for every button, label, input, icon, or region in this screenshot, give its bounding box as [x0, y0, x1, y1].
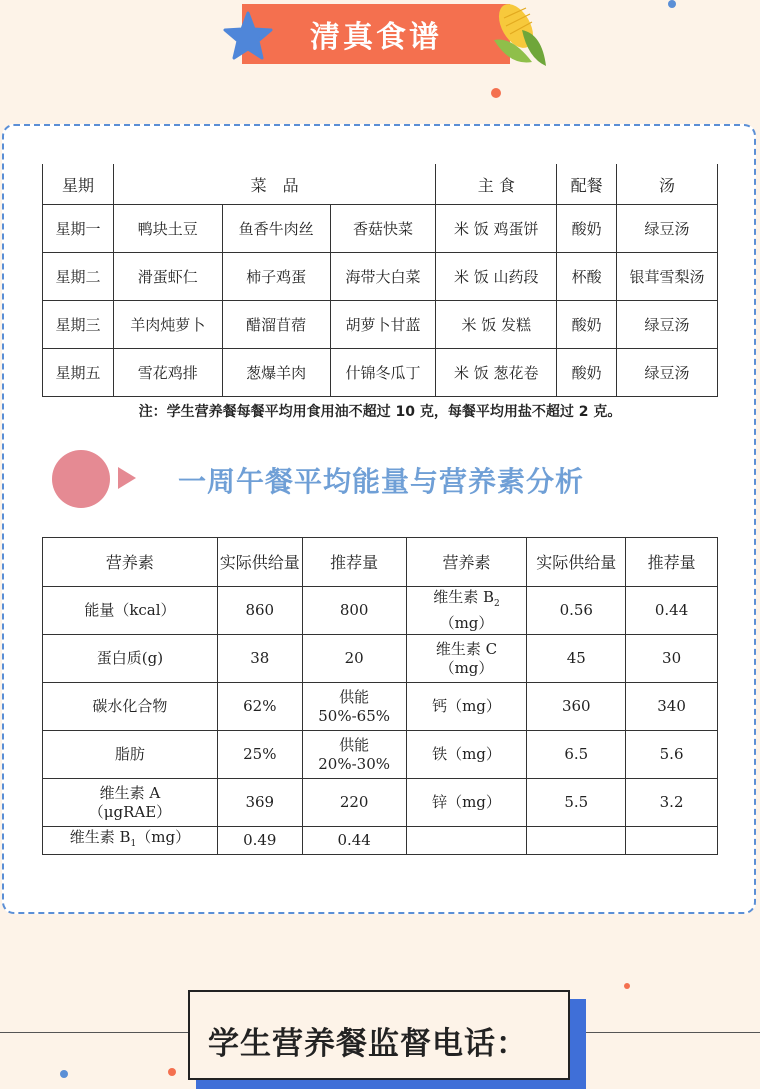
- page-title-banner: [242, 4, 510, 64]
- nutrition-table: [42, 537, 718, 855]
- dish-cell: 滑蛋虾仁: [113, 253, 222, 301]
- soup-cell: 绿豆汤: [617, 349, 718, 397]
- nutrient-cell: 能量（kcal）: [43, 587, 218, 635]
- recommended-cell: 供能 50%-65%: [302, 683, 406, 731]
- actual-cell: 25%: [217, 731, 302, 779]
- menu-header-row: [43, 164, 718, 205]
- actual-cell: 45: [527, 635, 626, 683]
- dish-cell: 鸭块土豆: [113, 205, 222, 253]
- recommended-cell: 供能 20%-30%: [302, 731, 406, 779]
- menu-header-side: 配餐: [557, 164, 617, 205]
- nutrient-cell: 钙（mg）: [406, 683, 527, 731]
- empty-cell: [527, 827, 626, 855]
- page-title: 清真食谱: [310, 20, 442, 55]
- dish-cell: 鱼香牛肉丝: [222, 205, 330, 253]
- decor-dot: [60, 1070, 68, 1078]
- phone-box: [188, 990, 570, 1080]
- nutrient-cell: [406, 635, 527, 683]
- header-recommended: 推荐量: [626, 538, 718, 587]
- nutrient-cell: [43, 827, 218, 855]
- day-cell: 星期三: [43, 301, 114, 349]
- decor-dot: [668, 0, 676, 8]
- soup-cell: 绿豆汤: [617, 205, 718, 253]
- nutrient-cell: 锌（mg）: [406, 779, 527, 827]
- section-circle-decor: [52, 450, 110, 508]
- actual-cell: 62%: [217, 683, 302, 731]
- nutrient-subscript: 2: [494, 599, 500, 609]
- dish-cell: 葱爆羊肉: [222, 349, 330, 397]
- table-row: [43, 301, 718, 349]
- header-actual: 实际供给量: [217, 538, 302, 587]
- actual-cell: 38: [217, 635, 302, 683]
- nutrient-cell: [406, 587, 527, 635]
- table-row: [43, 779, 718, 827]
- table-row: [43, 827, 718, 855]
- menu-header-soup: 汤: [617, 164, 718, 205]
- play-arrow-icon: [118, 467, 136, 489]
- actual-cell: 369: [217, 779, 302, 827]
- recommended-cell: 220: [302, 779, 406, 827]
- nutrient-name: 维生素 C: [435, 639, 498, 658]
- nutrient-cell: 碳水化合物: [43, 683, 218, 731]
- phone-label: 学生营养餐监督电话：: [208, 1026, 528, 1062]
- staple-cell: 米 饭 发糕: [436, 301, 557, 349]
- menu-header-dishes: 菜 品: [113, 164, 435, 205]
- day-cell: 星期一: [43, 205, 114, 253]
- nutrient-name: 维生素 B: [69, 827, 131, 846]
- table-row: [43, 683, 718, 731]
- dish-cell: 醋溜苜蓿: [222, 301, 330, 349]
- nutrient-unit: （mg）: [136, 827, 191, 846]
- dish-cell: 雪花鸡排: [113, 349, 222, 397]
- recommended-cell: 340: [626, 683, 718, 731]
- nutrient-unit: （mg）: [439, 658, 494, 677]
- actual-cell: 860: [217, 587, 302, 635]
- decor-dot: [624, 983, 630, 989]
- actual-cell: 5.5: [527, 779, 626, 827]
- nutrient-cell: 脂肪: [43, 731, 218, 779]
- header-actual: 实际供给量: [527, 538, 626, 587]
- recommended-cell: 800: [302, 587, 406, 635]
- nutrient-name: 维生素 B: [433, 588, 495, 606]
- actual-cell: 360: [527, 683, 626, 731]
- menu-header-day: 星期: [43, 164, 114, 205]
- nutrient-cell: 蛋白质(g): [43, 635, 218, 683]
- side-cell: 酸奶: [557, 349, 617, 397]
- decor-dot: [491, 88, 501, 98]
- section-title: 一周午餐平均能量与营养素分析: [178, 465, 585, 498]
- day-cell: 星期二: [43, 253, 114, 301]
- side-cell: 酸奶: [557, 301, 617, 349]
- star-icon: [222, 10, 274, 62]
- recommended-cell: 5.6: [626, 731, 718, 779]
- header-recommended: 推荐量: [302, 538, 406, 587]
- recommended-cell: 20: [302, 635, 406, 683]
- nutrient-cell: 铁（mg）: [406, 731, 527, 779]
- dish-cell: 海带大白菜: [330, 253, 436, 301]
- menu-header-staple: 主 食: [436, 164, 557, 205]
- recommended-cell: 0.44: [302, 827, 406, 855]
- staple-cell: 米 饭 葱花卷: [436, 349, 557, 397]
- dish-cell: 柿子鸡蛋: [222, 253, 330, 301]
- table-row: [43, 731, 718, 779]
- day-cell: 星期五: [43, 349, 114, 397]
- menu-table: [42, 164, 718, 397]
- header-nutrient: 营养素: [406, 538, 527, 587]
- dish-cell: 胡萝卜甘蓝: [330, 301, 436, 349]
- menu-note: 注：学生营养餐每餐平均用食用油不超过 10 克，每餐平均用盐不超过 2 克。: [138, 404, 622, 420]
- staple-cell: 米 饭 鸡蛋饼: [436, 205, 557, 253]
- side-cell: 酸奶: [557, 205, 617, 253]
- actual-cell: 6.5: [527, 731, 626, 779]
- dish-cell: 羊肉炖萝卜: [113, 301, 222, 349]
- dish-cell: 香菇快菜: [330, 205, 436, 253]
- staple-cell: 米 饭 山药段: [436, 253, 557, 301]
- recommended-cell: 0.44: [626, 587, 718, 635]
- side-cell: 杯酸: [557, 253, 617, 301]
- actual-cell: 0.49: [217, 827, 302, 855]
- nutrient-subscript: 1: [130, 838, 137, 849]
- table-row: [43, 205, 718, 253]
- header-nutrient: 营养素: [43, 538, 218, 587]
- table-row: [43, 253, 718, 301]
- soup-cell: 绿豆汤: [617, 301, 718, 349]
- nutrient-cell: 维生素 A（μgRAE）: [43, 779, 218, 827]
- nutrient-unit: （mg）: [439, 614, 494, 632]
- nutrition-header-row: [43, 538, 718, 587]
- soup-cell: 银茸雪梨汤: [617, 253, 718, 301]
- recommended-cell: 3.2: [626, 779, 718, 827]
- table-row: [43, 349, 718, 397]
- corn-icon: [486, 0, 550, 72]
- actual-cell: 0.56: [527, 587, 626, 635]
- decor-dot: [168, 1068, 176, 1076]
- recommended-cell: 30: [626, 635, 718, 683]
- table-row: [43, 587, 718, 635]
- empty-cell: [406, 827, 527, 855]
- empty-cell: [626, 827, 718, 855]
- dish-cell: 什锦冬瓜丁: [330, 349, 436, 397]
- table-row: [43, 635, 718, 683]
